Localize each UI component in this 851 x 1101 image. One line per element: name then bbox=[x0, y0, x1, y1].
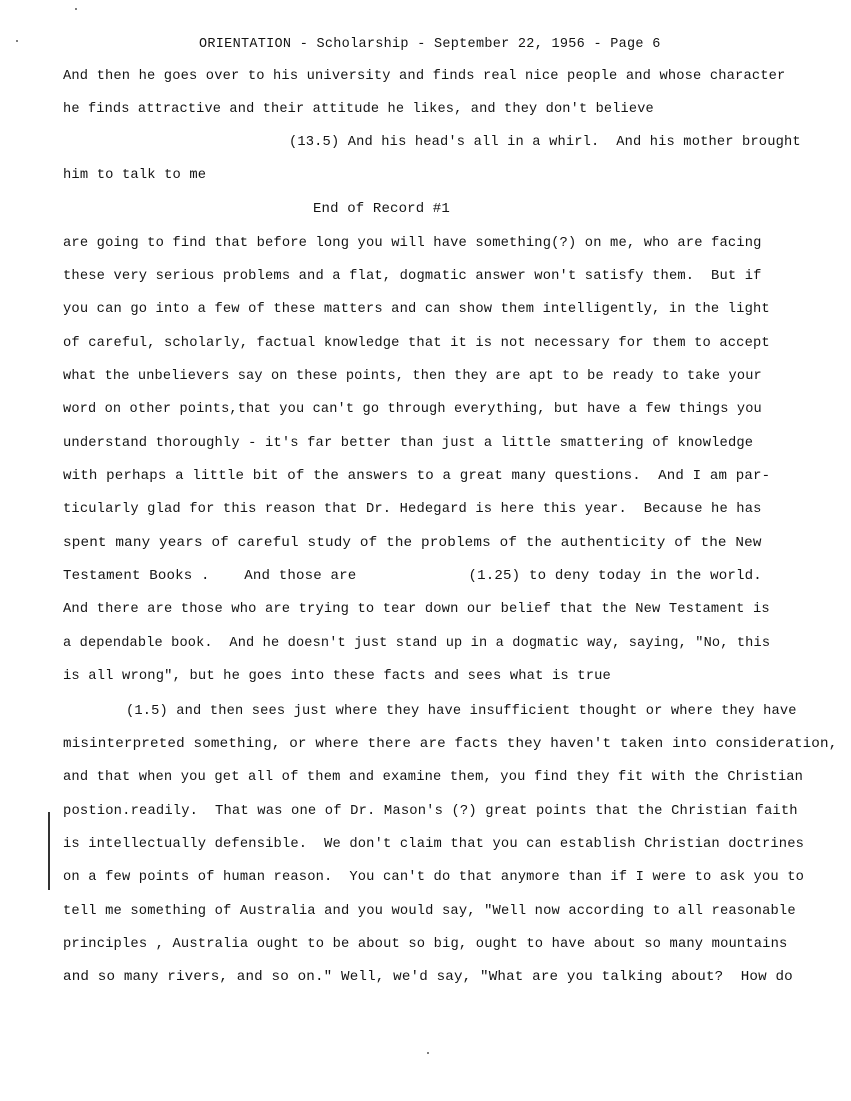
text-line: understand thoroughly - it's far better than just a little smattering of knowledge bbox=[63, 436, 754, 451]
text-line: postion.readily. That was one of Dr. Mason's (?) great points that the Christian faith bbox=[63, 804, 798, 819]
text-line: is all wrong", but he goes into these facts and sees what is true bbox=[63, 669, 611, 684]
scan-speck bbox=[16, 40, 18, 42]
margin-mark bbox=[48, 812, 50, 890]
text-line: Testament Books . And those are (1.25) to deny today in the world. bbox=[63, 569, 762, 584]
text-line: you can go into a few of these matters and can show them intelligently, in the light bbox=[63, 302, 770, 317]
scan-speck bbox=[427, 1052, 429, 1054]
text-line: a dependable book. And he doesn't just stand up in a dogmatic way, saying, "No, this bbox=[63, 636, 771, 651]
text-line: principles , Australia ought to be about so big, ought to have about so many mountains bbox=[63, 937, 788, 952]
text-line: these very serious problems and a flat, dogmatic answer won't satisfy them. But if bbox=[63, 269, 762, 284]
text-line: And there are those who are trying to tear down our belief that the New Testament is bbox=[63, 602, 770, 617]
text-line: (1.5) and then sees just where they have insufficient thought or where they have bbox=[126, 704, 797, 719]
text-line: of careful, scholarly, factual knowledge that it is not necessary for them to accept bbox=[63, 336, 770, 351]
text-line: and that when you get all of them and examine them, you find they fit with the Christian bbox=[63, 770, 804, 785]
record-marker: End of Record #1 bbox=[313, 202, 450, 217]
text-line: ticularly glad for this reason that Dr. Hedegard is here this year. Because he has bbox=[63, 502, 762, 517]
text-line: and so many rivers, and so on." Well, we'd say, "What are you talking about? How do bbox=[63, 970, 793, 985]
text-line: tell me something of Australia and you would say, "Well now according to all reasonable bbox=[63, 904, 796, 919]
text-line: (13.5) And his head's all in a whirl. And his mother brought bbox=[289, 135, 801, 150]
text-line: on a few points of human reason. You can't do that anymore than if I were to ask you to bbox=[63, 870, 805, 885]
text-line: spent many years of careful study of the problems of the authenticity of the New bbox=[63, 536, 762, 551]
text-line: with perhaps a little bit of the answers to a great many questions. And I am par- bbox=[63, 469, 771, 484]
text-line: And then he goes over to his university and finds real nice people and whose character bbox=[63, 69, 786, 84]
text-line: him to talk to me bbox=[63, 168, 207, 183]
text-line: is intellectually defensible. We don't claim that you can establish Christian doctrines bbox=[63, 837, 805, 852]
scan-speck bbox=[75, 8, 77, 10]
text-line: he finds attractive and their attitude he likes, and they don't believe bbox=[63, 102, 654, 117]
text-line: what the unbelievers say on these points, then they are apt to be ready to take your bbox=[63, 369, 762, 384]
text-line: word on other points,that you can't go through everything, but have a few things you bbox=[63, 402, 762, 417]
page-header: ORIENTATION - Scholarship - September 22, 1956 - Page 6 bbox=[199, 36, 661, 52]
text-line: are going to find that before long you will have something(?) on me, who are facing bbox=[63, 236, 762, 251]
text-line: misinterpreted something, or where there are facts they haven't taken into consideration, bbox=[63, 737, 838, 752]
